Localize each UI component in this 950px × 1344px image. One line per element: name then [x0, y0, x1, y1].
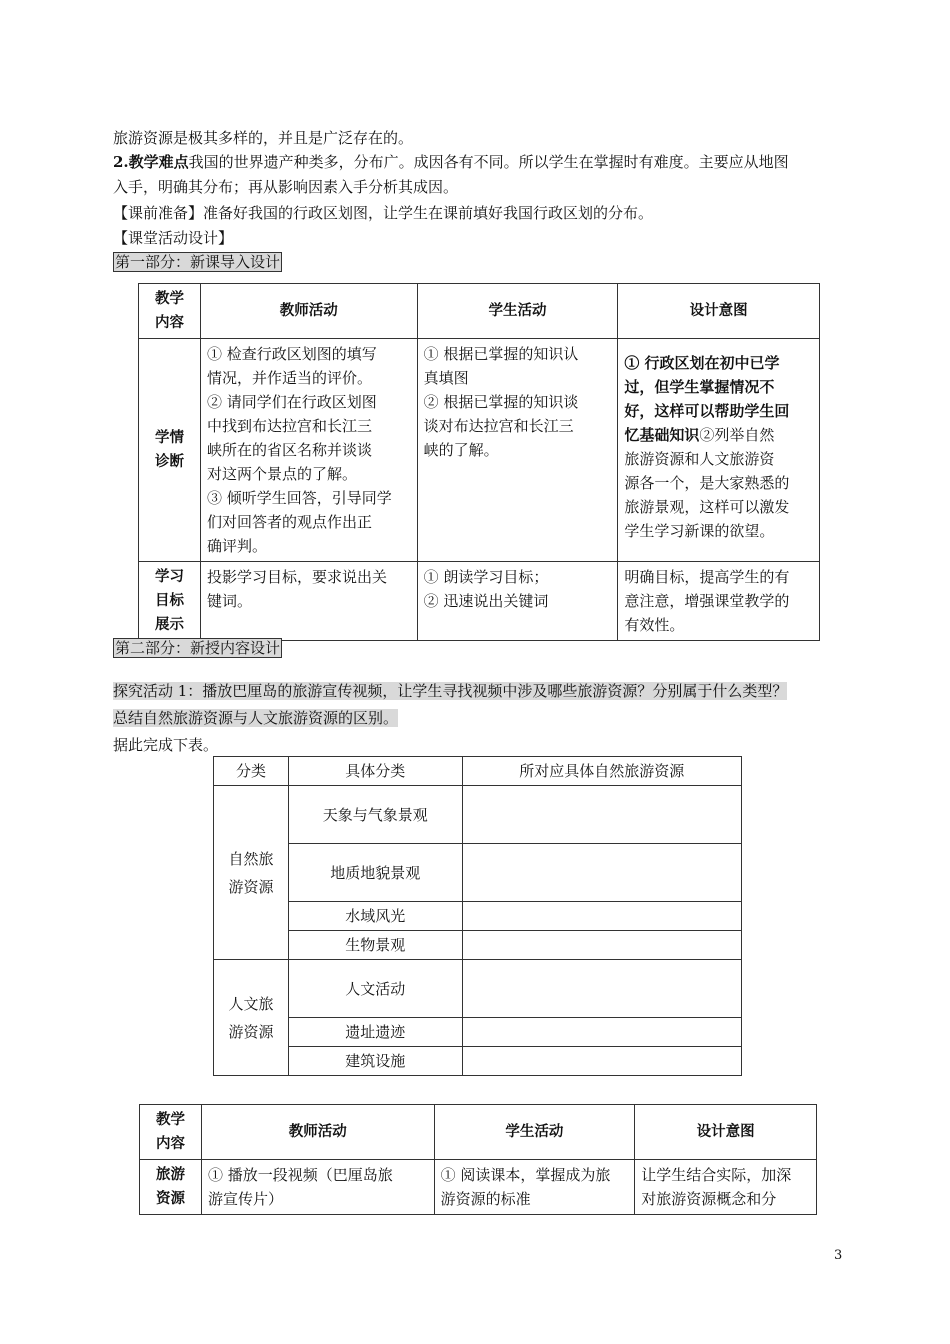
- header-content: 教学内容: [139, 284, 201, 339]
- table-row: [214, 902, 742, 931]
- subcategory-cell: 人文活动: [288, 960, 462, 1018]
- difficulty-label: 2.教学难点: [113, 153, 189, 171]
- answer-cell[interactable]: [462, 786, 741, 844]
- table-header-row: [139, 284, 820, 339]
- answer-cell[interactable]: [462, 1047, 741, 1076]
- table-header-row: [140, 1105, 817, 1160]
- header-subcategory: 具体分类: [288, 757, 462, 786]
- table-header-row: [214, 757, 742, 786]
- part-two-label: 第二部分：新授内容设计: [115, 639, 281, 657]
- header-category: 分类: [214, 757, 289, 786]
- design-intent-cell: 明确目标，提高学生的有 意注意，增强课堂教学的 有效性。: [618, 562, 820, 641]
- intro-design-table: [138, 283, 820, 641]
- new-content-design-table: [139, 1104, 817, 1215]
- subcategory-cell: 水域风光: [288, 902, 462, 931]
- human-resources-label: 人文旅游资源: [214, 960, 289, 1076]
- subcategory-cell: 天象与气象景观: [288, 786, 462, 844]
- teacher-activity-cell: ① 检查行政区划图的填写 情况，并作适当的评价。 ② 请同学们在行政区划图 中找到布达拉宫和长江三 峡所在的省区名称并谈谈 对这两个景点的了解。 ③ 倾听学生回答，引导同学 们对回答者的观点作出正 确评判。: [200, 339, 417, 562]
- table-row: [214, 1047, 742, 1076]
- paragraph-resources: 旅游资源是极其多样的，并且是广泛存在的。: [113, 129, 414, 147]
- header-teacher: 教师活动: [201, 1105, 434, 1160]
- inquiry-activity-line1: 探究活动 1：播放巴厘岛的旅游宣传视频，让学生寻找视频中涉及哪些旅游资源？分别属于什么类型？: [113, 682, 788, 700]
- answer-cell[interactable]: [462, 1018, 741, 1047]
- header-intent: 设计意图: [635, 1105, 817, 1160]
- activity-design-heading: 【课堂活动设计】: [113, 229, 234, 247]
- row-label-diagnosis: 学情诊断: [139, 339, 201, 562]
- answer-cell[interactable]: [462, 902, 741, 931]
- difficulty-text-1: 我国的世界遗产种类多，分布广。成因各有不同。所以学生在掌握时有难度。主要应从地图: [188, 153, 789, 171]
- table-row: [214, 844, 742, 902]
- subcategory-cell: 地质地貌景观: [288, 844, 462, 902]
- preparation-line: 【课前准备】准备好我国的行政区划图，让学生在课前填好我国行政区划的分布。: [113, 204, 654, 222]
- part-one-label: 第一部分：新课导入设计: [115, 253, 281, 271]
- row-label-resources: 旅游资源: [140, 1160, 202, 1215]
- header-teacher: 教师活动: [200, 284, 417, 339]
- table-row: [214, 931, 742, 960]
- natural-resources-label: 自然旅游资源: [214, 786, 289, 960]
- subcategory-cell: 遗址遗迹: [288, 1018, 462, 1047]
- table-row: [139, 339, 820, 562]
- header-student: 学生活动: [434, 1105, 635, 1160]
- part-two-heading: [113, 636, 282, 660]
- answer-cell[interactable]: [462, 931, 741, 960]
- row-label-objectives: 学习目标展示: [139, 562, 201, 641]
- subcategory-cell: 生物景观: [288, 931, 462, 960]
- answer-cell[interactable]: [462, 844, 741, 902]
- header-student: 学生活动: [417, 284, 618, 339]
- design-intent-cell: 让学生结合实际，加深 对旅游资源概念和分: [635, 1160, 817, 1215]
- part-one-heading: [113, 250, 282, 274]
- inquiry-activity-line2: 总结自然旅游资源与人文旅游资源的区别。: [113, 709, 399, 727]
- page-number: 3: [834, 1248, 843, 1263]
- table-row: [214, 960, 742, 1018]
- table-row: [140, 1160, 817, 1215]
- teacher-activity-cell: 投影学习目标，要求说出关 键词。: [200, 562, 417, 641]
- design-intent-cell: ① 行政区划在初中已学 过，但学生掌握情况不 好，这样可以帮助学生回 忆基础知识②列举自然 旅游资源和人文旅游资 源各一个，是大家熟悉的 旅游景观，这样可以激发 学生学习新课的欲望。: [618, 339, 820, 562]
- student-activity-cell: ① 朗读学习目标； ② 迅速说出关键词: [417, 562, 618, 641]
- header-intent: 设计意图: [618, 284, 820, 339]
- answer-cell[interactable]: [462, 960, 741, 1018]
- header-resources: 所对应具体自然旅游资源: [462, 757, 741, 786]
- student-activity-cell: ① 根据已掌握的知识认 真填图 ② 根据已掌握的知识谈 谈对布达拉宫和长江三 峡的了解。: [417, 339, 618, 562]
- header-content: 教学内容: [140, 1105, 202, 1160]
- student-activity-cell: ① 阅读课本，掌握成为旅 游资源的标准: [434, 1160, 635, 1215]
- teacher-activity-cell: ① 播放一段视频（巴厘岛旅 游宣传片）: [201, 1160, 434, 1215]
- table-row: [139, 562, 820, 641]
- table-row: [214, 786, 742, 844]
- subcategory-cell: 建筑设施: [288, 1047, 462, 1076]
- difficulty-text-2: 入手，明确其分布；再从影响因素入手分析其成因。: [113, 178, 459, 196]
- resource-classification-table: [213, 756, 742, 1076]
- fill-instruction: 据此完成下表。: [113, 736, 219, 754]
- paragraph-difficulty: [113, 150, 789, 174]
- table-row: [214, 1018, 742, 1047]
